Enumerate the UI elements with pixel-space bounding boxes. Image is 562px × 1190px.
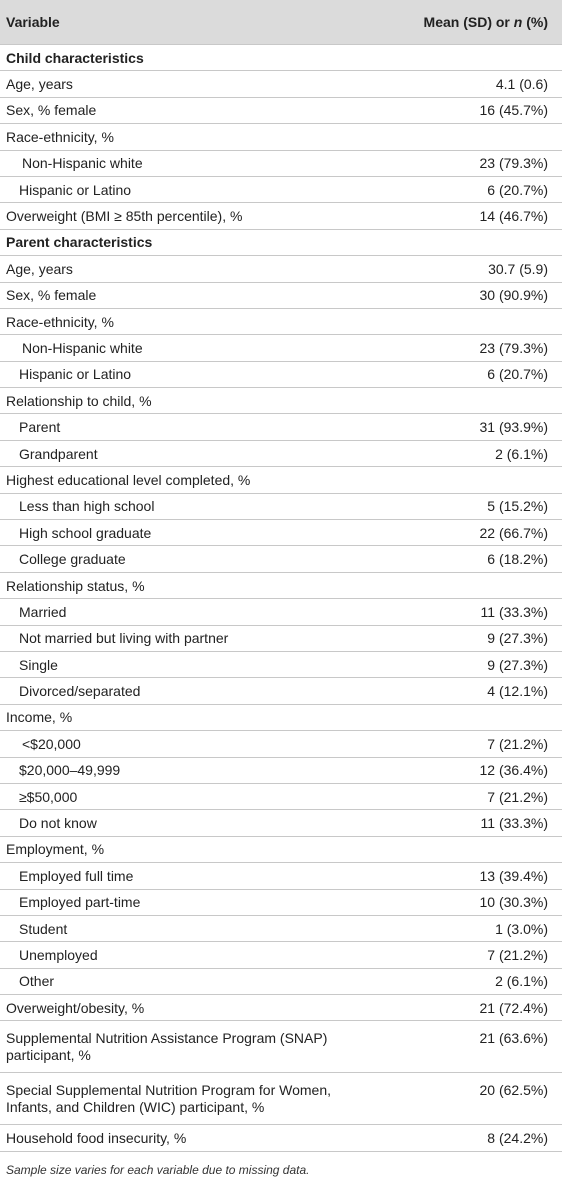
row-label: Relationship to child, % (6, 392, 152, 409)
row-value: 1 (3.0%) (495, 920, 548, 937)
row-value: 7 (21.2%) (487, 788, 548, 805)
table-row (0, 361, 562, 387)
row-value: 14 (46.7%) (479, 208, 548, 225)
row-label: Race-ethnicity, % (6, 313, 114, 330)
row-label: Do not know (19, 815, 97, 832)
table-row (0, 282, 562, 308)
row-value: 22 (66.7%) (479, 524, 548, 541)
table-row (0, 1124, 562, 1150)
row-value: 4.1 (0.6) (495, 76, 548, 93)
row-label: High school graduate (19, 524, 152, 541)
table-row (0, 677, 562, 703)
table-row (0, 651, 562, 677)
table-row (0, 889, 562, 915)
table-row (0, 1020, 562, 1072)
row-label: Sex, % female (6, 287, 97, 304)
row-value: 16 (45.7%) (479, 102, 548, 119)
table-row (0, 836, 562, 862)
row-label: ≥$50,000 (19, 788, 78, 805)
table-row (0, 545, 562, 571)
row-label: Employed part-time (19, 894, 141, 911)
row-value: 9 (27.3%) (487, 656, 548, 673)
table-row (0, 387, 562, 413)
row-value: 23 (79.3%) (479, 339, 548, 356)
header-variable: Variable (6, 14, 60, 30)
row-value: 5 (15.2%) (487, 498, 548, 515)
table-header (0, 0, 562, 44)
row-label: Relationship status, % (6, 577, 145, 594)
row-label: Unemployed (19, 946, 98, 963)
row-label: Household food insecurity, % (6, 1130, 187, 1147)
row-label: Overweight (BMI ≥ 85th percentile), % (6, 208, 243, 225)
table-row (0, 466, 562, 492)
row-value: 7 (21.2%) (487, 735, 548, 752)
table-row (0, 968, 562, 994)
table-row (0, 941, 562, 967)
row-label: Overweight/obesity, % (6, 999, 145, 1016)
row-label: Age, years (6, 260, 73, 277)
row-value: 23 (79.3%) (479, 155, 548, 172)
row-label: Parent characteristics (6, 234, 153, 251)
row-value: 8 (24.2%) (487, 1130, 548, 1147)
row-value: 11 (33.3%) (480, 603, 548, 620)
row-value: 10 (30.3%) (479, 894, 548, 911)
table-row (0, 123, 562, 149)
row-label: Single (19, 656, 58, 673)
row-value: 2 (6.1%) (495, 445, 548, 462)
row-label: Employment, % (6, 841, 105, 858)
row-value: 31 (93.9%) (479, 419, 548, 436)
table-row (0, 440, 562, 466)
row-label: Non-Hispanic white (22, 339, 143, 356)
table-row (0, 572, 562, 598)
table-row (0, 519, 562, 545)
row-label: Income, % (6, 709, 73, 726)
table-row (0, 915, 562, 941)
row-label: Divorced/separated (19, 683, 141, 700)
row-value: 30.7 (5.9) (488, 260, 548, 277)
row-label: Other (19, 973, 55, 990)
row-value: 9 (27.3%) (487, 630, 548, 647)
row-label: $20,000–49,999 (19, 762, 121, 779)
row-label: Student (19, 920, 68, 937)
table-row (0, 809, 562, 835)
table-row (0, 1072, 562, 1124)
table-row (0, 202, 562, 228)
table-row (0, 150, 562, 176)
table-row (0, 783, 562, 809)
table-row (0, 862, 562, 888)
row-label: Less than high school (19, 498, 155, 515)
row-value: 7 (21.2%) (487, 946, 548, 963)
row-label: Employed full time (19, 867, 134, 884)
row-label: Not married but living with partner (19, 630, 229, 647)
table-row (0, 176, 562, 202)
row-value: 11 (33.3%) (480, 815, 548, 832)
row-label: Race-ethnicity, % (6, 128, 114, 145)
header-value: Mean (SD) or n (%) (423, 14, 548, 30)
row-label: College graduate (19, 551, 126, 568)
row-label: Sex, % female (6, 102, 97, 119)
row-value: 4 (12.1%) (487, 683, 548, 700)
table-row (0, 625, 562, 651)
table-row (0, 413, 562, 439)
section-row (0, 229, 562, 255)
table-row (0, 70, 562, 96)
row-value: 12 (36.4%) (479, 762, 548, 779)
table-row (0, 255, 562, 281)
row-label: Non-Hispanic white (22, 155, 143, 172)
row-label: Parent (19, 419, 61, 436)
table-row (0, 757, 562, 783)
row-label: Special Supplemental Nutrition Program for Women, Infants, and Children (WIC) participant, % (6, 1081, 332, 1115)
row-value: 21 (63.6%) (479, 1030, 548, 1047)
row-label: Grandparent (19, 445, 98, 462)
table-row (0, 97, 562, 123)
row-label: Child characteristics (6, 49, 144, 66)
table-row (0, 308, 562, 334)
row-value: 13 (39.4%) (479, 867, 548, 884)
row-label: Hispanic or Latino (19, 366, 132, 383)
table-row (0, 994, 562, 1020)
row-label: Supplemental Nutrition Assistance Program (SNAP) participant, % (6, 1029, 328, 1063)
row-value: 6 (20.7%) (487, 181, 548, 198)
row-value: 20 (62.5%) (479, 1082, 548, 1099)
table-row (0, 598, 562, 624)
row-value: 6 (18.2%) (487, 551, 548, 568)
section-row (0, 44, 562, 70)
table-row (0, 493, 562, 519)
table-row (0, 704, 562, 730)
row-label: Highest educational level completed, % (6, 471, 251, 488)
row-label: <$20,000 (22, 735, 81, 752)
table-body (0, 44, 562, 1151)
row-value: 21 (72.4%) (479, 999, 548, 1016)
row-value: 2 (6.1%) (495, 973, 548, 990)
row-value: 30 (90.9%) (479, 287, 548, 304)
table-row (0, 334, 562, 360)
table-row (0, 730, 562, 756)
row-value: 6 (20.7%) (487, 366, 548, 383)
row-label: Married (19, 603, 67, 620)
row-label: Age, years (6, 76, 73, 93)
table-footnote: Sample size varies for each variable due to missing data. (6, 1162, 310, 1177)
row-label: Hispanic or Latino (19, 181, 132, 198)
